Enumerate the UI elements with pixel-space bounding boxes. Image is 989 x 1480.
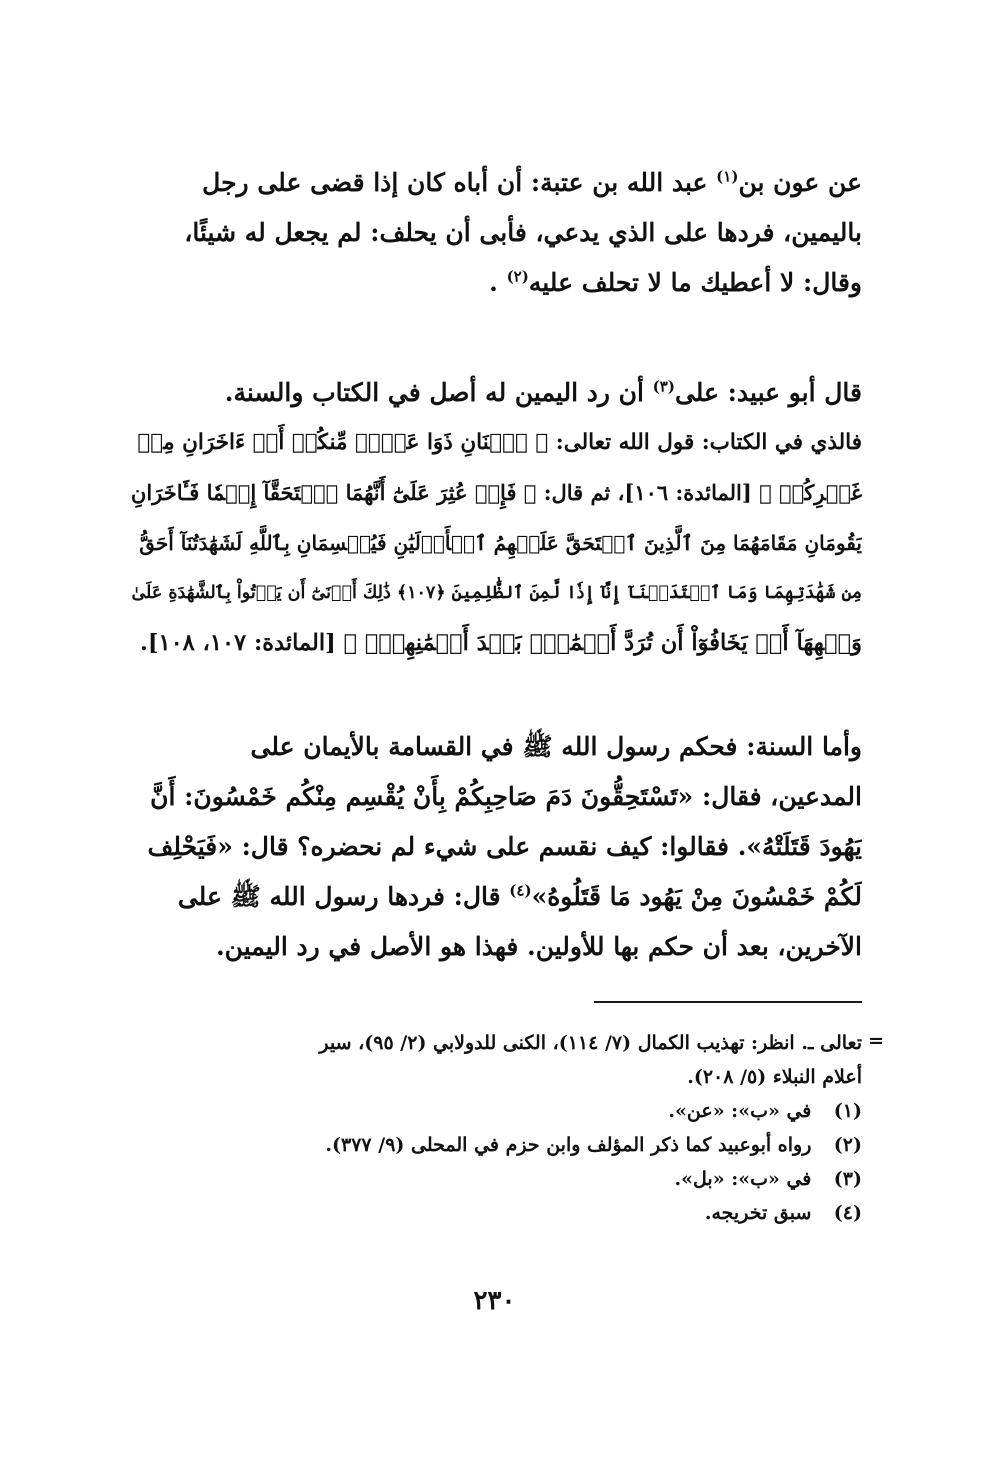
footnotes xyxy=(102,1026,862,1230)
paragraph-2-line-2: فالذي في الكتاب: قول الله تعالى: ﴿ ٱثۡنَانِ ذَوَا عَدۡلٖ مِّنكُمۡ أَوۡ ءَاخَرَانِ مِنۡ xyxy=(137,430,862,455)
text-segment: لَكُمْ خَمْسُونَ مِنْ يَهُود مَا قَتَلُوهُ» xyxy=(531,882,862,911)
paragraph-1-line-2: باليمين، فردها على الذي يدعي، فأبى أن يحلف: لم يجعل له شيئًا، xyxy=(184,218,862,247)
paragraph-2-line-5: مِن شَهَٰدَتِهِمَا وَمَا ٱعۡتَدَيۡنَآ إِنَّآ إِذٗا لَّمِنَ ٱلظَّٰلِمِينَ ﴿١٠٧﴾ ذَٰلِكَ أَدۡنَىٰٓ أَن يَأۡتُواْ بِٱلشَّهَٰدَةِ عَلَىٰ xyxy=(131,583,862,603)
footnote-ref-3[interactable]: (٣) xyxy=(652,377,675,396)
footnote-4 xyxy=(102,1196,862,1230)
paragraph-2-line-3: غَيۡرِكُمۡ ﴾ [المائدة: ١٠٦]، ثم قال: ﴿ فَإِنۡ عُثِرَ عَلَىٰٓ أَنَّهُمَا ٱسۡتَحَقَّآ إِثۡمٗا فَـَٔاخَرَانِ xyxy=(130,480,862,505)
footnote-ref-1[interactable]: (١) xyxy=(716,167,739,186)
footnote-text: في «ب»: «بل». xyxy=(674,1168,812,1190)
paragraph-2 xyxy=(127,368,862,668)
text-segment: أن رد اليمين له أصل في الكتاب والسنة. xyxy=(224,378,644,407)
footnote-number: (٢) xyxy=(833,1134,862,1156)
text-segment: عبد الله بن عتبة: أن أباه كان إذا قضى على رجل xyxy=(202,168,708,197)
footnote-continuation-line-1: تعالى ـ. انظر: تهذيب الكمال (٧/ ١١٤)، الكنى للدولابي (٢/ ٩٥)، سير xyxy=(319,1032,862,1054)
footnote-number: (٤) xyxy=(833,1202,862,1224)
paragraph-3 xyxy=(127,722,862,972)
text-segment: قال أبو عبيد: على xyxy=(674,378,862,407)
footnote-ref-4[interactable]: (٤) xyxy=(509,881,532,900)
footnote-1 xyxy=(102,1094,862,1128)
paragraph-3-line-4 xyxy=(127,872,862,922)
paragraph-2-line-4: يَقُومَانِ مَقَامَهُمَا مِنَ ٱلَّذِينَ ٱسۡتَحَقَّ عَلَيۡهِمُ ٱلۡأَوۡلَيَٰنِ فَيُقۡسِمَانِ بِٱللَّهِ لَشَهَٰدَتُنَآ أَحَقُّ xyxy=(139,531,862,555)
text-segment: عن عون بن xyxy=(738,168,862,197)
text-segment: وقال: لا أعطيك ما لا تحلف عليه xyxy=(528,268,862,297)
paragraph-1-line-1 xyxy=(127,158,862,208)
paragraph-3-line-2: المدعين، فقال: «تَسْتَحِقُّونَ دَمَ صَاحِبِكُمْ بِأَنْ يُقْسِم مِنْكُم خَمْسُونَ: أَنَّ xyxy=(150,782,862,811)
page-number: ٢٣٠ xyxy=(473,1286,516,1316)
paragraph-1 xyxy=(127,158,862,308)
footnote-divider xyxy=(594,1001,862,1003)
footnote-number: (٣) xyxy=(833,1168,862,1190)
paragraph-2-line-1 xyxy=(127,368,862,418)
footnote-continuation-line-2: أعلام النبلاء (٥/ ٢٠٨). xyxy=(687,1066,862,1088)
footnote-2 xyxy=(102,1128,862,1162)
paragraph-3-line-1: وأما السنة: فحكم رسول الله ﷺ في القسامة بالأيمان على xyxy=(250,732,862,761)
paragraph-3-line-3: يَهُودَ قَتَلَتْهُ». فقالوا: كيف نقسم على شيء لم نحضره؟ قال: «فَيَحْلِف xyxy=(147,832,862,861)
footnote-text: في «ب»: «عن». xyxy=(668,1100,812,1122)
footnote-ref-2[interactable]: (٢) xyxy=(506,267,529,286)
footnote-text: سبق تخريجه. xyxy=(704,1202,812,1224)
footnote-continuation-mark: = xyxy=(868,1030,884,1052)
paragraph-2-line-6: وَجۡهِهَآ أَوۡ يَخَافُوٓاْ أَن تُرَدَّ أَيۡمَٰنُۢ بَعۡدَ أَيۡمَٰنِهِمۡۗ ﴾ [المائدة: ١٠٧، ١٠٨]. xyxy=(140,630,862,656)
footnote-number: (١) xyxy=(833,1100,862,1122)
text-segment: قال: فردها رسول الله ﷺ على xyxy=(177,882,501,911)
paragraph-3-line-5: الآخرين، بعد أن حكم بها للأولين. فهذا هو الأصل في رد اليمين. xyxy=(215,932,862,961)
footnote-3 xyxy=(102,1162,862,1196)
paragraph-1-line-3 xyxy=(127,258,862,308)
footnote-text: رواه أبوعبيد كما ذكر المؤلف وابن حزم في المحلى (٩/ ٣٧٧). xyxy=(325,1134,812,1156)
text-segment: . xyxy=(489,268,498,297)
